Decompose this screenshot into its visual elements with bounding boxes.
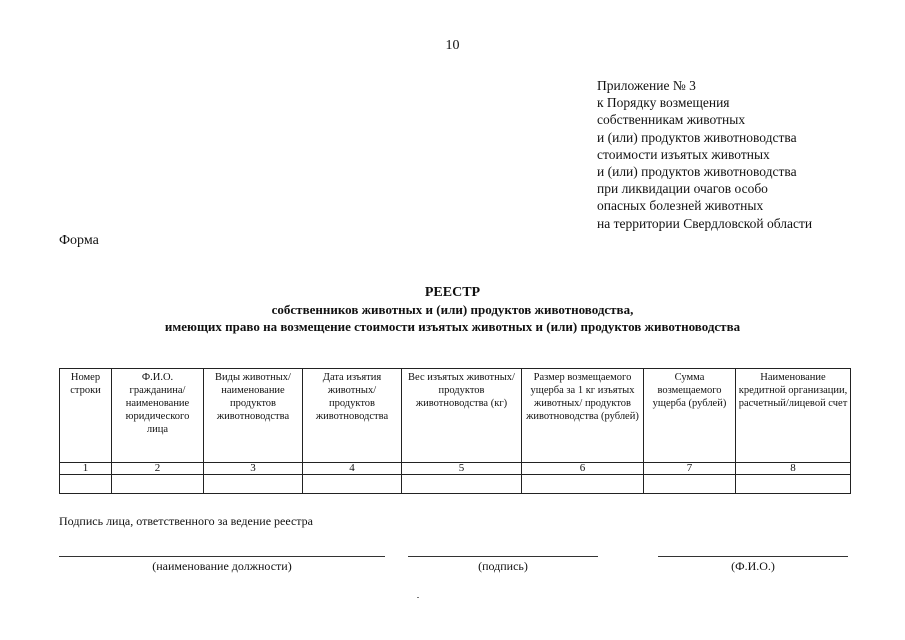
appendix-block xyxy=(597,77,812,232)
column-number-cell: 2 xyxy=(112,463,204,475)
appendix-line: опасных болезней животных xyxy=(597,198,764,214)
scan-speck xyxy=(417,597,419,598)
table-cell xyxy=(402,475,522,494)
header-cell: Размер возмещаемого ущерба за 1 кг изъятых животных/ продуктов животноводства (рублей) xyxy=(522,369,644,463)
title-line-2: имеющих право на возмещение стоимости изъятых животных и (или) продуктов животноводства xyxy=(164,319,741,334)
table-cell xyxy=(522,475,644,494)
column-number-cell: 8 xyxy=(736,463,851,475)
signature-caption: (подпись) xyxy=(478,559,528,573)
appendix-line: при ликвидации очагов особо xyxy=(597,181,768,197)
header-cell: Ф.И.О. гражданина/ наименование юридического лица xyxy=(112,369,204,463)
column-number-cell: 1 xyxy=(60,463,112,475)
appendix-line: к Порядку возмещения xyxy=(597,95,730,111)
column-number-cell: 7 xyxy=(644,463,736,475)
signature-label: Подпись лица, ответственного за ведение реестра xyxy=(59,514,314,528)
table-row xyxy=(60,475,851,494)
signature-line xyxy=(408,556,598,557)
title-line-1: собственников животных и (или) продуктов животноводства, xyxy=(271,302,634,317)
table-cell xyxy=(736,475,851,494)
table-cell xyxy=(204,475,303,494)
name-line xyxy=(658,556,848,557)
form-label: Форма xyxy=(59,233,99,248)
document-title xyxy=(0,284,905,335)
table-cell xyxy=(303,475,402,494)
column-number-cell: 6 xyxy=(522,463,644,475)
header-cell: Дата изъятия животных/ продуктов животноводства xyxy=(303,369,402,463)
position-line xyxy=(59,556,385,557)
appendix-line: собственникам животных xyxy=(597,112,746,128)
column-number-cell: 4 xyxy=(303,463,402,475)
position-caption: (наименование должности) xyxy=(152,559,292,573)
column-number-cell: 5 xyxy=(402,463,522,475)
header-cell: Наименование кредитной организации, расчетный/лицевой счет xyxy=(736,369,851,463)
header-cell: Виды животных/ наименование продуктов животноводства xyxy=(204,369,303,463)
appendix-line: стоимости изъятых животных xyxy=(597,146,770,162)
title-main: РЕЕСТР xyxy=(424,285,481,300)
table-cell xyxy=(644,475,736,494)
appendix-line: и (или) продуктов животноводства xyxy=(597,164,797,180)
page-number: 10 xyxy=(445,38,460,53)
table-cell xyxy=(60,475,112,494)
appendix-line: и (или) продуктов животноводства xyxy=(597,129,797,145)
appendix-line: на территории Свердловской области xyxy=(597,215,813,231)
registry-table xyxy=(59,368,851,494)
name-caption: (Ф.И.О.) xyxy=(731,559,775,573)
header-cell: Сумма возмещаемого ущерба (рублей) xyxy=(644,369,736,463)
column-number-row xyxy=(60,463,851,475)
header-cell: Вес изъятых животных/продуктов животноводства (кг) xyxy=(402,369,522,463)
table-cell xyxy=(112,475,204,494)
column-number-cell: 3 xyxy=(204,463,303,475)
table-header-row xyxy=(60,369,851,463)
appendix-line: Приложение № 3 xyxy=(597,78,696,93)
header-cell: Номер строки xyxy=(60,369,112,463)
